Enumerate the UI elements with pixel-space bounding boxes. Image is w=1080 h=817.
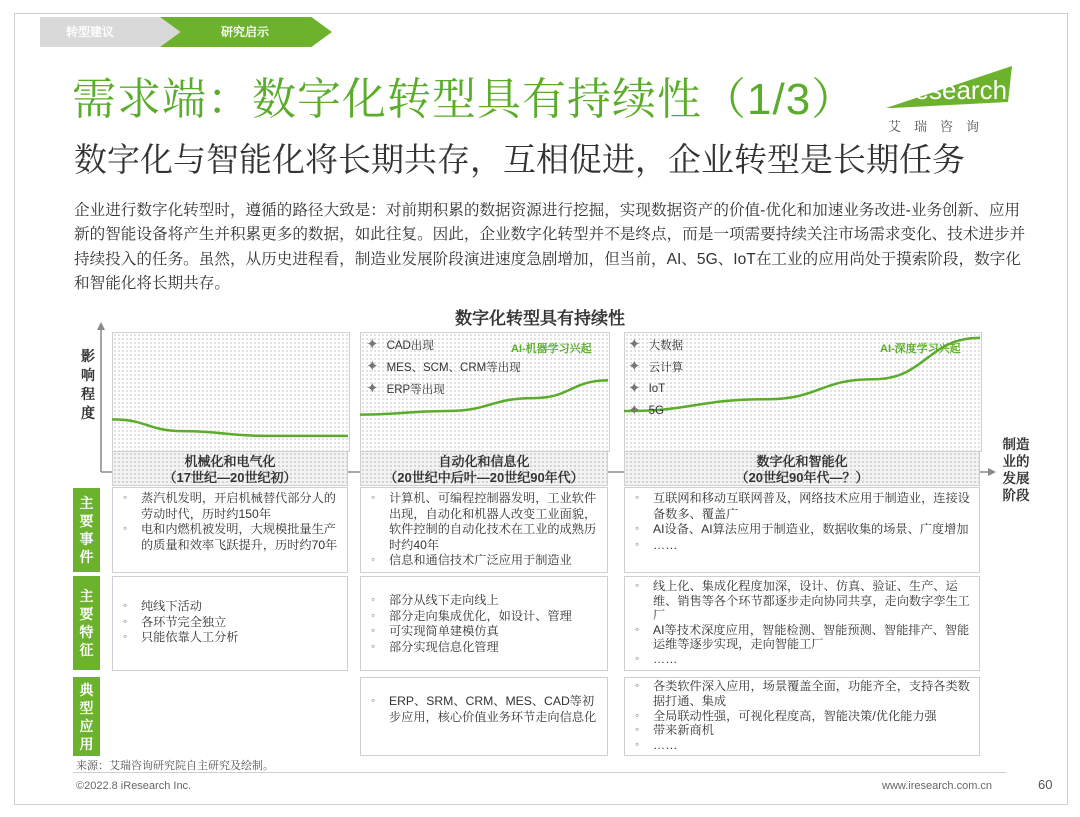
event-item	[366, 358, 521, 376]
list-item: ◦ AI设备、AI算法应用于制造业，数据收集的场景、广度增加	[633, 522, 973, 538]
event-item	[628, 380, 683, 398]
sparkle-icon: ✦	[366, 358, 379, 375]
list-item: ◦ 互联网和移动互联网普及，网络技术应用于制造业，连接设备数多、覆盖广	[633, 491, 973, 522]
stage-2-events	[366, 336, 521, 398]
stage-2-annotation: AI-机器学习兴起	[511, 343, 592, 355]
sparkle-icon: ✦	[366, 380, 379, 397]
event-label: ERP等出现	[386, 384, 445, 396]
figure-title: 数字化转型具有持续性	[455, 309, 625, 328]
event-item	[628, 358, 683, 376]
row-header-main-events	[73, 488, 100, 572]
iresearch-logo	[886, 66, 1012, 108]
list-item: ◦ 可实现简单建模仿真	[369, 624, 601, 640]
cell-features-stage-1	[112, 576, 348, 671]
row-header-label: 主要特征	[79, 588, 94, 658]
list-item: ◦ 部分走向集成优化，如设计、管理	[369, 609, 601, 625]
event-label: MES、SCM、CRM等出现	[386, 362, 521, 374]
source-note: 来源：艾瑞咨询研究院自主研究及绘制。	[76, 760, 274, 772]
stage-name: 机械化和电气化	[184, 454, 276, 469]
stage-name: 数字化和智能化	[756, 454, 848, 469]
breadcrumb-step-2-label: 研究启示	[221, 25, 270, 39]
list-item: ◦ 蒸汽机发明，开启机械替代部分人的劳动时代，历时约150年	[121, 491, 341, 522]
event-label: CAD出现	[386, 340, 434, 352]
cell-applications-stage-2	[360, 677, 608, 756]
intro-paragraph: 企业进行数字化转型时，遵循的路径大致是：对前期积累的数据资源进行挖掘，实现数据资产的价值-优化和加速业务改进-业务创新、应用新的智能设备将产生并积累更多的数据，如此往复。因此，企业数字化转型并不是终点，而是一项需要持续关注市场需求变化、技术进步并持续投入的任务。虽然，从历史进程看，制造业发展阶段演进速度急剧增加，但当前，AI、5G、IoT在工业的应用尚处于摸索阶段，数字化和智能化将长期共存。	[74, 202, 1026, 292]
stage-3-annotation: AI-深度学习兴起	[880, 343, 961, 355]
list-item: ◦ 部分实现信息化管理	[369, 640, 601, 656]
page-subtitle: 数字化与智能化将长期共存，互相促进，企业转型是长期任务	[74, 141, 965, 178]
list-item: ◦ ……	[633, 652, 973, 667]
event-label: IoT	[648, 383, 666, 395]
stage-label-3	[624, 451, 980, 486]
row-header-label: 典型应用	[79, 681, 94, 752]
row-header-label: 主要事件	[79, 495, 94, 565]
stage-period: （17世纪—20世纪初）	[163, 470, 297, 485]
sparkle-icon: ✦	[628, 358, 641, 375]
list-item: ◦ ERP、SRM、CRM、MES、CAD等初步应用，核心价值业务环节走向信息化	[369, 694, 601, 725]
list-item: ◦ 各环节完全独立	[121, 615, 341, 631]
event-item	[628, 402, 683, 420]
cell-events-stage-1	[112, 487, 348, 573]
event-item	[366, 336, 521, 354]
y-axis-label: 影响程度	[81, 348, 95, 421]
event-label: 大数据	[648, 340, 684, 352]
list-item: ◦ 线上化、集成化程度加深，设计、仿真、验证、生产、运维、销售等各个环节都逐步走向协同共享，走向数字孪生工厂	[633, 579, 973, 623]
list-item: ◦ 计算机、可编程控制器发明，工业软件出现，自动化和机器人改变工业面貌，软件控制的自动化技术在工业的成熟历时约40年	[369, 491, 601, 553]
cell-events-stage-2	[360, 487, 608, 573]
list-item: ◦ AI等技术深度应用，智能检测、智能预测、智能排产、智能运维等逐步实现，走向智能工厂	[633, 623, 973, 652]
stage-label-2	[360, 451, 608, 486]
event-item	[628, 336, 683, 354]
divider	[73, 772, 1006, 773]
cell-applications-stage-3	[624, 677, 980, 756]
list-item: ◦ 各类软件深入应用，场景覆盖全面，功能齐全，支持各类数据打通、集成	[633, 679, 973, 709]
cell-events-stage-3	[624, 487, 980, 573]
cell-features-stage-2	[360, 576, 608, 671]
footer-url[interactable]: www.iresearch.com.cn	[882, 780, 993, 792]
stage-period: （20世纪中后叶—20世纪90年代）	[384, 470, 584, 485]
row-header-main-features	[73, 576, 100, 670]
stage-label-1	[112, 451, 348, 486]
sparkle-icon: ✦	[628, 336, 641, 353]
breadcrumb-step-1-label: 转型建议	[66, 25, 115, 39]
logo-text: iResearch	[890, 75, 1008, 105]
stage-panel-1	[112, 332, 350, 452]
stage-name: 自动化和信息化	[438, 454, 530, 469]
stage-3-events	[628, 336, 683, 420]
page-number: 60	[1038, 777, 1053, 792]
list-item: ◦ 全局联动性强，可视化程度高，智能决策/优化能力强	[633, 709, 973, 724]
row-header-applications	[73, 677, 100, 756]
sparkle-icon: ✦	[628, 402, 641, 419]
list-item: ◦ ……	[633, 538, 973, 554]
list-item: ◦ 信息和通信技术广泛应用于制造业	[369, 553, 601, 569]
list-item: ◦ 电和内燃机被发明，大规模批量生产的质量和效率飞跃提升，历时约70年	[121, 522, 341, 553]
sparkle-icon: ✦	[366, 336, 379, 353]
logo-subtitle: 艾瑞咨询	[888, 119, 993, 134]
list-item: ◦ 纯线下活动	[121, 599, 341, 615]
list-item: ◦ 部分从线下走向线上	[369, 593, 601, 609]
list-item: ◦ 只能依靠人工分析	[121, 630, 341, 646]
stage-period: （20世纪90年代—？）	[735, 470, 869, 485]
list-item: ◦ ……	[633, 738, 973, 753]
cell-features-stage-3	[624, 576, 980, 671]
footer-copyright: ©2022.8 iResearch Inc.	[76, 780, 192, 792]
x-axis-label: 制造业的发展阶段	[1002, 437, 1030, 503]
list-item: ◦ 带来新商机	[633, 723, 973, 738]
sparkle-icon: ✦	[628, 380, 641, 397]
page-title: 需求端：数字化转型具有持续性（1/3）	[72, 75, 857, 124]
event-label: 云计算	[648, 362, 684, 374]
event-label: 5G	[648, 405, 664, 417]
event-item	[366, 380, 521, 398]
